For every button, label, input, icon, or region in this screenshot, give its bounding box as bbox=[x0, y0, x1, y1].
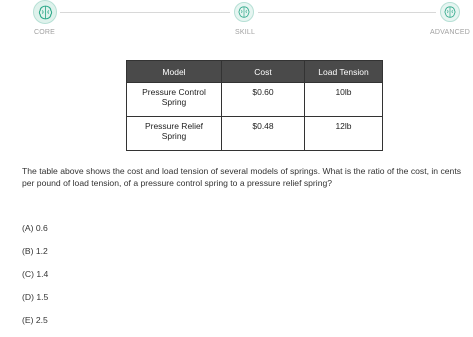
level-advanced-node[interactable] bbox=[440, 2, 460, 22]
table-cell-model: Pressure Control Spring bbox=[127, 83, 222, 117]
springs-table bbox=[126, 60, 383, 151]
question-text: The table above shows the cost and load tension of several models of springs. What is the ratio of the cost, in cents per pound of load tension, of a pressure control spring to a pressure relief spring? bbox=[22, 166, 461, 188]
brain-icon bbox=[443, 5, 457, 19]
level-label-skill: SKILL bbox=[235, 29, 256, 36]
column-header-load-tension: Load Tension bbox=[305, 61, 383, 83]
brain-icon bbox=[37, 4, 54, 21]
answer-choice-d[interactable]: (D) 1.5 bbox=[22, 292, 49, 302]
answer-choice-c[interactable]: (C) 1.4 bbox=[22, 269, 49, 279]
table-cell-cost: $0.60 bbox=[222, 83, 305, 117]
table-row bbox=[127, 83, 383, 117]
table-cell-model: Pressure Relief Spring bbox=[127, 117, 222, 151]
track-line-right bbox=[258, 12, 436, 13]
table-cell-cost: $0.48 bbox=[222, 117, 305, 151]
brain-icon bbox=[237, 5, 251, 19]
level-label-core: CORE bbox=[34, 29, 56, 36]
level-progress-track bbox=[0, 0, 473, 40]
level-skill-node[interactable] bbox=[234, 2, 254, 22]
answer-choice-a[interactable]: (A) 0.6 bbox=[22, 223, 48, 233]
table-row bbox=[127, 117, 383, 151]
table-cell-load-tension: 12lb bbox=[305, 117, 383, 151]
level-core-node[interactable] bbox=[33, 0, 57, 24]
level-label-advanced: ADVANCED bbox=[430, 29, 470, 36]
table-header-row bbox=[127, 61, 383, 83]
answer-choice-e[interactable]: (E) 2.5 bbox=[22, 315, 48, 325]
column-header-model: Model bbox=[127, 61, 222, 83]
track-line-left bbox=[60, 12, 230, 13]
table-cell-load-tension: 10lb bbox=[305, 83, 383, 117]
answer-choices bbox=[22, 222, 48, 337]
column-header-cost: Cost bbox=[222, 61, 305, 83]
answer-choice-b[interactable]: (B) 1.2 bbox=[22, 246, 48, 256]
